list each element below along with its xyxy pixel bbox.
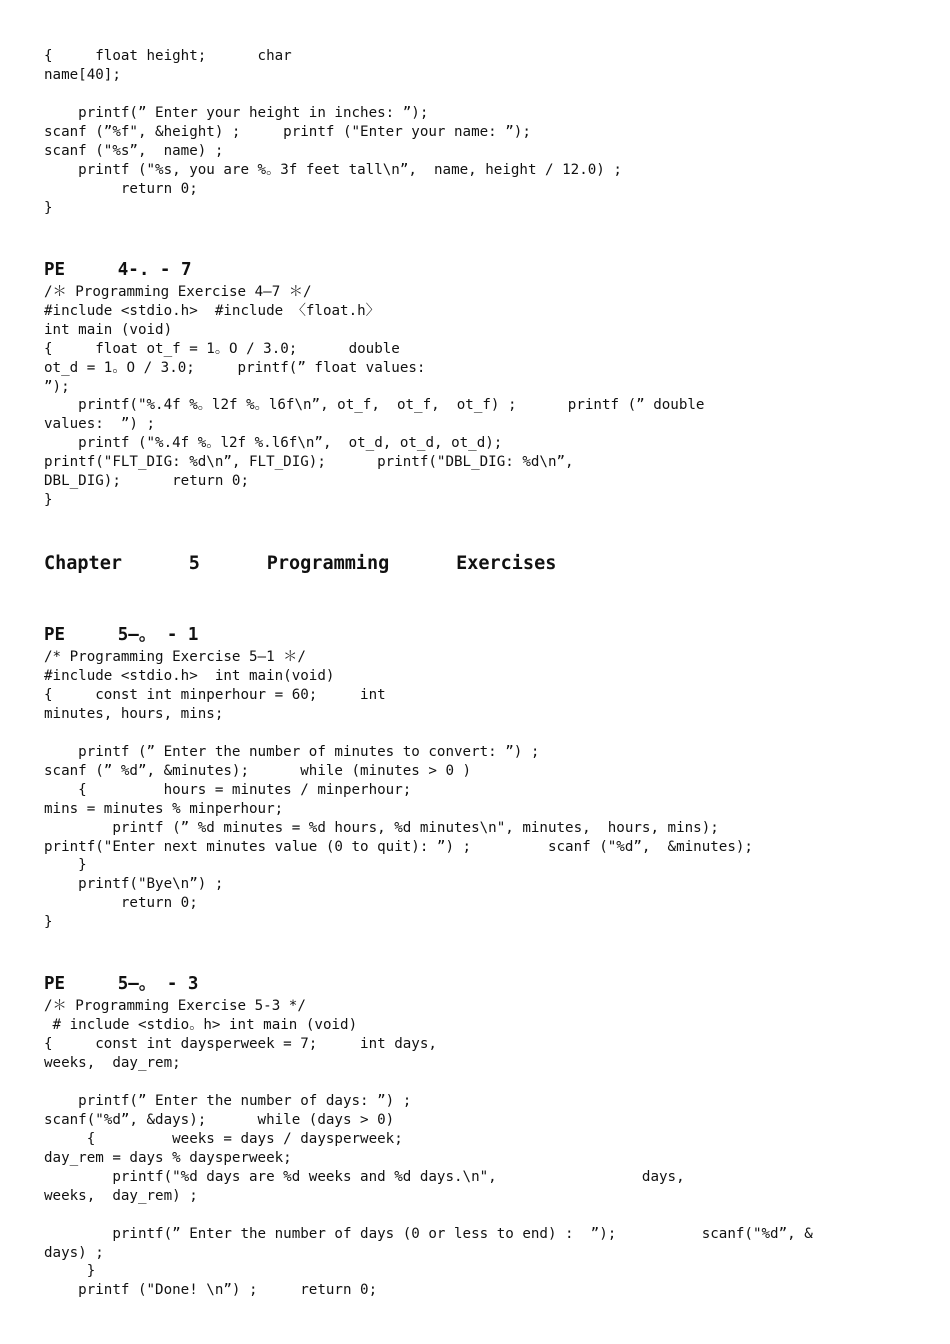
code-line: printf("Enter next minutes value (0 to quit): ”) ; scanf ("%d”, &minutes);	[44, 839, 753, 855]
code-line: int main (void)	[44, 322, 173, 338]
code-line: DBL_DIG); return 0;	[44, 473, 249, 489]
code-line: return 0;	[44, 895, 198, 911]
code-line: { weeks = days / daysperweek;	[44, 1131, 403, 1147]
code-line: days) ;	[44, 1245, 104, 1261]
code-line: scanf (” %d”, &minutes); while (minutes > 0 )	[44, 763, 472, 779]
code-line: weeks, day_rem;	[44, 1055, 181, 1071]
code-line: }	[44, 914, 53, 930]
code-line: printf(” Enter your height in inches: ”);	[44, 105, 429, 121]
code-line: /* Programming Exercise 5—1 ＊/	[44, 649, 306, 665]
code-line: printf("FLT_DIG: %d\n”, FLT_DIG); printf("DBL_DIG: %d\n”,	[44, 454, 574, 470]
code-line: ”);	[44, 379, 70, 395]
code-line: # include <stdio。h> int main (void)	[44, 1017, 358, 1033]
code-line: { float ot_f = 1。O / 3.0; double	[44, 341, 400, 357]
code-line: /＊ Programming Exercise 5-3 */	[44, 998, 306, 1014]
code-line: printf (” %d minutes = %d hours, %d minutes\n", minutes, hours, mins);	[44, 820, 719, 836]
code-line: scanf("%d”, &days); while (days > 0)	[44, 1112, 395, 1128]
code-line: #include <stdio.h> int main(void)	[44, 668, 335, 684]
code-line: day_rem = days % daysperweek;	[44, 1150, 292, 1166]
exercise-heading-pe5-1: PE 5—。 - 1	[44, 625, 199, 645]
code-line: }	[44, 857, 87, 873]
code-line: { hours = minutes / minperhour;	[44, 782, 412, 798]
code-line: minutes, hours, mins;	[44, 706, 224, 722]
code-line: printf("Bye\n”) ;	[44, 876, 224, 892]
code-line: { float height; char	[44, 48, 292, 64]
code-line: printf (” Enter the number of minutes to convert: ”) ;	[44, 744, 540, 760]
code-line: printf ("%.4f %。l2f %.l6f\n”, ot_d, ot_d, ot_d);	[44, 435, 503, 451]
exercise-heading-pe4-7: PE 4-. - 7	[44, 260, 192, 280]
code-line: weeks, day_rem) ;	[44, 1188, 198, 1204]
code-line: printf("%.4f %。l2f %。l6f\n”, ot_f, ot_f, ot_f) ; printf (” double	[44, 397, 705, 413]
code-line: printf ("%s, you are %。3f feet tall\n”, name, height / 12.0) ;	[44, 162, 622, 178]
code-line: values: ”) ;	[44, 416, 156, 432]
chapter-title: Chapter 5 Programming Exercises	[44, 553, 557, 574]
code-line: }	[44, 492, 53, 508]
code-line: ot_d = 1。O / 3.0; printf(” float values:	[44, 360, 426, 376]
code-line: { const int daysperweek = 7; int days,	[44, 1036, 437, 1052]
exercise-heading-pe5-3: PE 5—。 - 3	[44, 974, 199, 994]
code-line: scanf ("%s”, name) ;	[44, 143, 224, 159]
code-line: name[40];	[44, 67, 121, 83]
code-line: }	[44, 200, 53, 216]
code-line: printf ("Done! \n”) ; return 0;	[44, 1282, 378, 1298]
code-line: return 0;	[44, 181, 198, 197]
code-line: printf("%d days are %d weeks and %d days.\n", days,	[44, 1169, 685, 1185]
code-line: mins = minutes % minperhour;	[44, 801, 284, 817]
code-line: printf(” Enter the number of days: ”) ;	[44, 1093, 412, 1109]
code-line: printf(” Enter the number of days (0 or less to end) : ”); scanf("%d”, &	[44, 1226, 813, 1242]
code-line: #include <stdio.h> #include 〈float.h〉	[44, 303, 380, 319]
code-line: { const int minperhour = 60; int	[44, 687, 386, 703]
code-line: scanf (”%f", &height) ; printf ("Enter your name: ”);	[44, 124, 531, 140]
code-line: /＊ Programming Exercise 4—7 ＊/	[44, 284, 312, 300]
code-line: }	[44, 1263, 96, 1279]
